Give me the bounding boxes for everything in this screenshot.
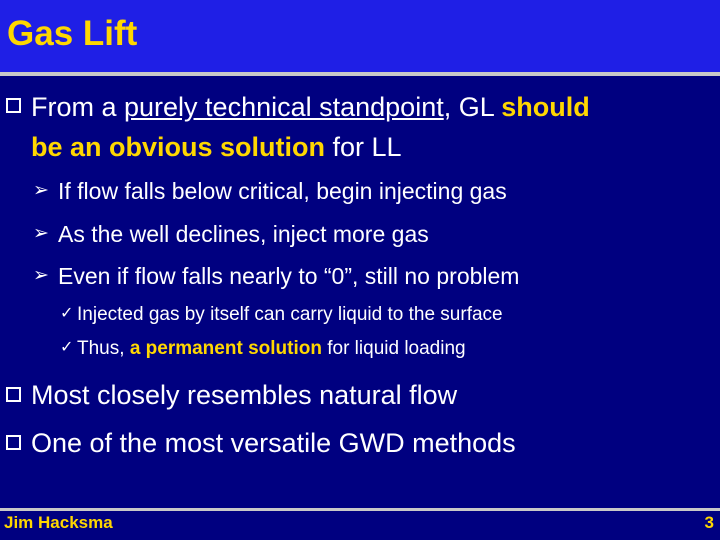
footer-divider: [0, 508, 720, 511]
checkbox-bullet-icon: [6, 387, 21, 402]
sub-bullet-2: As the well declines, inject more gas: [58, 221, 429, 247]
sub-bullet-3: Even if flow falls nearly to “0”, still no problem: [58, 263, 520, 289]
title-divider: [0, 72, 720, 76]
checkbox-bullet-icon: [6, 435, 21, 450]
bullet-1-text-post: for LL: [325, 132, 402, 162]
checkmark-icon: ✓: [60, 339, 74, 356]
page-number: 3: [704, 513, 714, 532]
arrow-bullet-icon: ➢: [33, 223, 49, 244]
sub-sub-bullet-2: [77, 339, 466, 358]
bullet-2: Most closely resembles natural flow: [31, 380, 458, 410]
arrow-bullet-icon: ➢: [33, 180, 49, 201]
sub-sub-bullet-2-post: for liquid loading: [321, 338, 466, 359]
title-bar: [0, 0, 720, 72]
bullet-1-line-1: [31, 94, 590, 121]
bullet-1-underlined: purely technical standpoint: [124, 92, 444, 122]
bullet-1-highlight-a: should: [501, 92, 590, 122]
sub-bullet-1: If flow falls below critical, begin injecting gas: [58, 178, 507, 204]
bullet-1-highlight-b: be an obvious solution: [31, 132, 326, 162]
bullet-3: One of the most versatile GWD methods: [31, 428, 516, 458]
sub-sub-bullet-1: Injected gas by itself can carry liquid to the surface: [77, 304, 503, 325]
footer-author: Jim Hacksma: [4, 513, 113, 532]
arrow-bullet-icon: ➢: [33, 265, 49, 286]
bullet-1-line-2: [31, 134, 402, 161]
bullet-1-text-pre: From a: [31, 92, 125, 122]
sub-sub-bullet-2-highlight: a permanent solution: [129, 338, 322, 359]
checkbox-bullet-icon: [6, 98, 21, 113]
sub-sub-bullet-2-pre: Thus,: [77, 338, 130, 359]
checkmark-icon: ✓: [60, 305, 74, 322]
bullet-1-text-mid: , GL: [443, 92, 502, 122]
slide-title: Gas Lift: [7, 14, 138, 53]
